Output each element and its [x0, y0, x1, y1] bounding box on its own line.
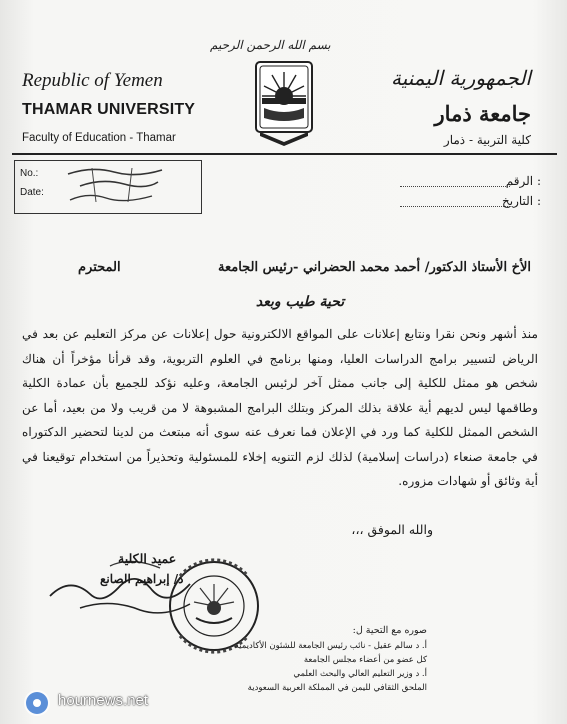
signatory-name: د/ إبراهيم الصانع	[100, 572, 184, 586]
number-label: No.:	[20, 168, 39, 179]
copies-recipient: الملحق الثقافي لليمن في المملكة العربية السعودية	[247, 683, 427, 693]
watermark-text: hournews.net	[58, 692, 149, 709]
english-university-name: THAMAR UNIVERSITY	[22, 101, 196, 118]
letter-closing: والله الموفق ،،،	[351, 522, 433, 537]
letter-body: منذ أشهر ونحن نقرا ونتابع إعلانات على المواقع الالكترونية حول إعلانات عن مركز التعليم عن بعد في الرياض لتسيير برامج الدراسات العليا، ومنها برنامج في العلوم التربوية، وقد قرأنا مؤخراً أن هناك شخص هو ممثل للكلية إلى جانب ممثل آخر لرئيس الجامعة، وعليه نؤكد للجميع بأن عمادة الكلية وطاقمها ليس لديهم أية علاقة بذلك المركز وبتلك البرامج المشبوهة لا من قريب ولا من بعيد، أما عن الشخص الممثل للكلية كما ورد في الإعلان فما نعرف عنه سوى أنه مبتعث من لدينا لتحضير الدكتوراه في جامعة صنعاء (دراسات إسلامية) لذلك لزم التنويه إخلاء للمسئولية وتحذيراً من استخدام توقيعنا في أية وثائق أو شهادات مزوره.	[22, 327, 538, 488]
header-divider	[12, 153, 557, 155]
watermark-logo-dot	[33, 699, 41, 707]
letter-greeting: تحية طيب وبعد	[255, 294, 345, 310]
arabic-university-name: جامعة ذمار	[434, 101, 531, 126]
arabic-country-name: الجمهورية اليمنية	[390, 66, 531, 90]
english-country-name: Republic of Yemen	[22, 70, 163, 91]
arabic-faculty-name: كلية التربية - ذمار	[443, 133, 531, 147]
english-faculty-name: Faculty of Education - Thamar	[22, 132, 176, 144]
arabic-date-label: : التاريخ	[501, 194, 541, 208]
university-logo-icon	[250, 58, 318, 146]
date-dotted-line	[400, 206, 510, 207]
copies-recipient: كل عضو من أعضاء مجلس الجامعة	[303, 655, 427, 665]
date-label: Date:	[20, 187, 44, 198]
basmala: بسم الله الرحمن الرحيم	[210, 38, 331, 52]
copies-title: صوره مع التحية ل:	[352, 625, 427, 636]
registry-stamp-icon	[62, 162, 168, 206]
letter-honorific: المحترم	[78, 260, 121, 275]
copies-recipient: أ. د سالم عقيل - نائب رئيس الجامعة للشئون الأكاديمية	[234, 641, 427, 651]
arabic-number-label: : الرقم	[505, 174, 541, 188]
letter-addressee: الأخ الأستاذ الدكتور/ أحمد محمد الحضراني -رئيس الجامعة	[217, 260, 531, 275]
copies-recipient: أ. د وزير التعليم العالي والبحث العلمي	[293, 669, 427, 679]
signatory-title: عميد الكلية	[118, 551, 177, 566]
number-dotted-line	[400, 186, 510, 187]
